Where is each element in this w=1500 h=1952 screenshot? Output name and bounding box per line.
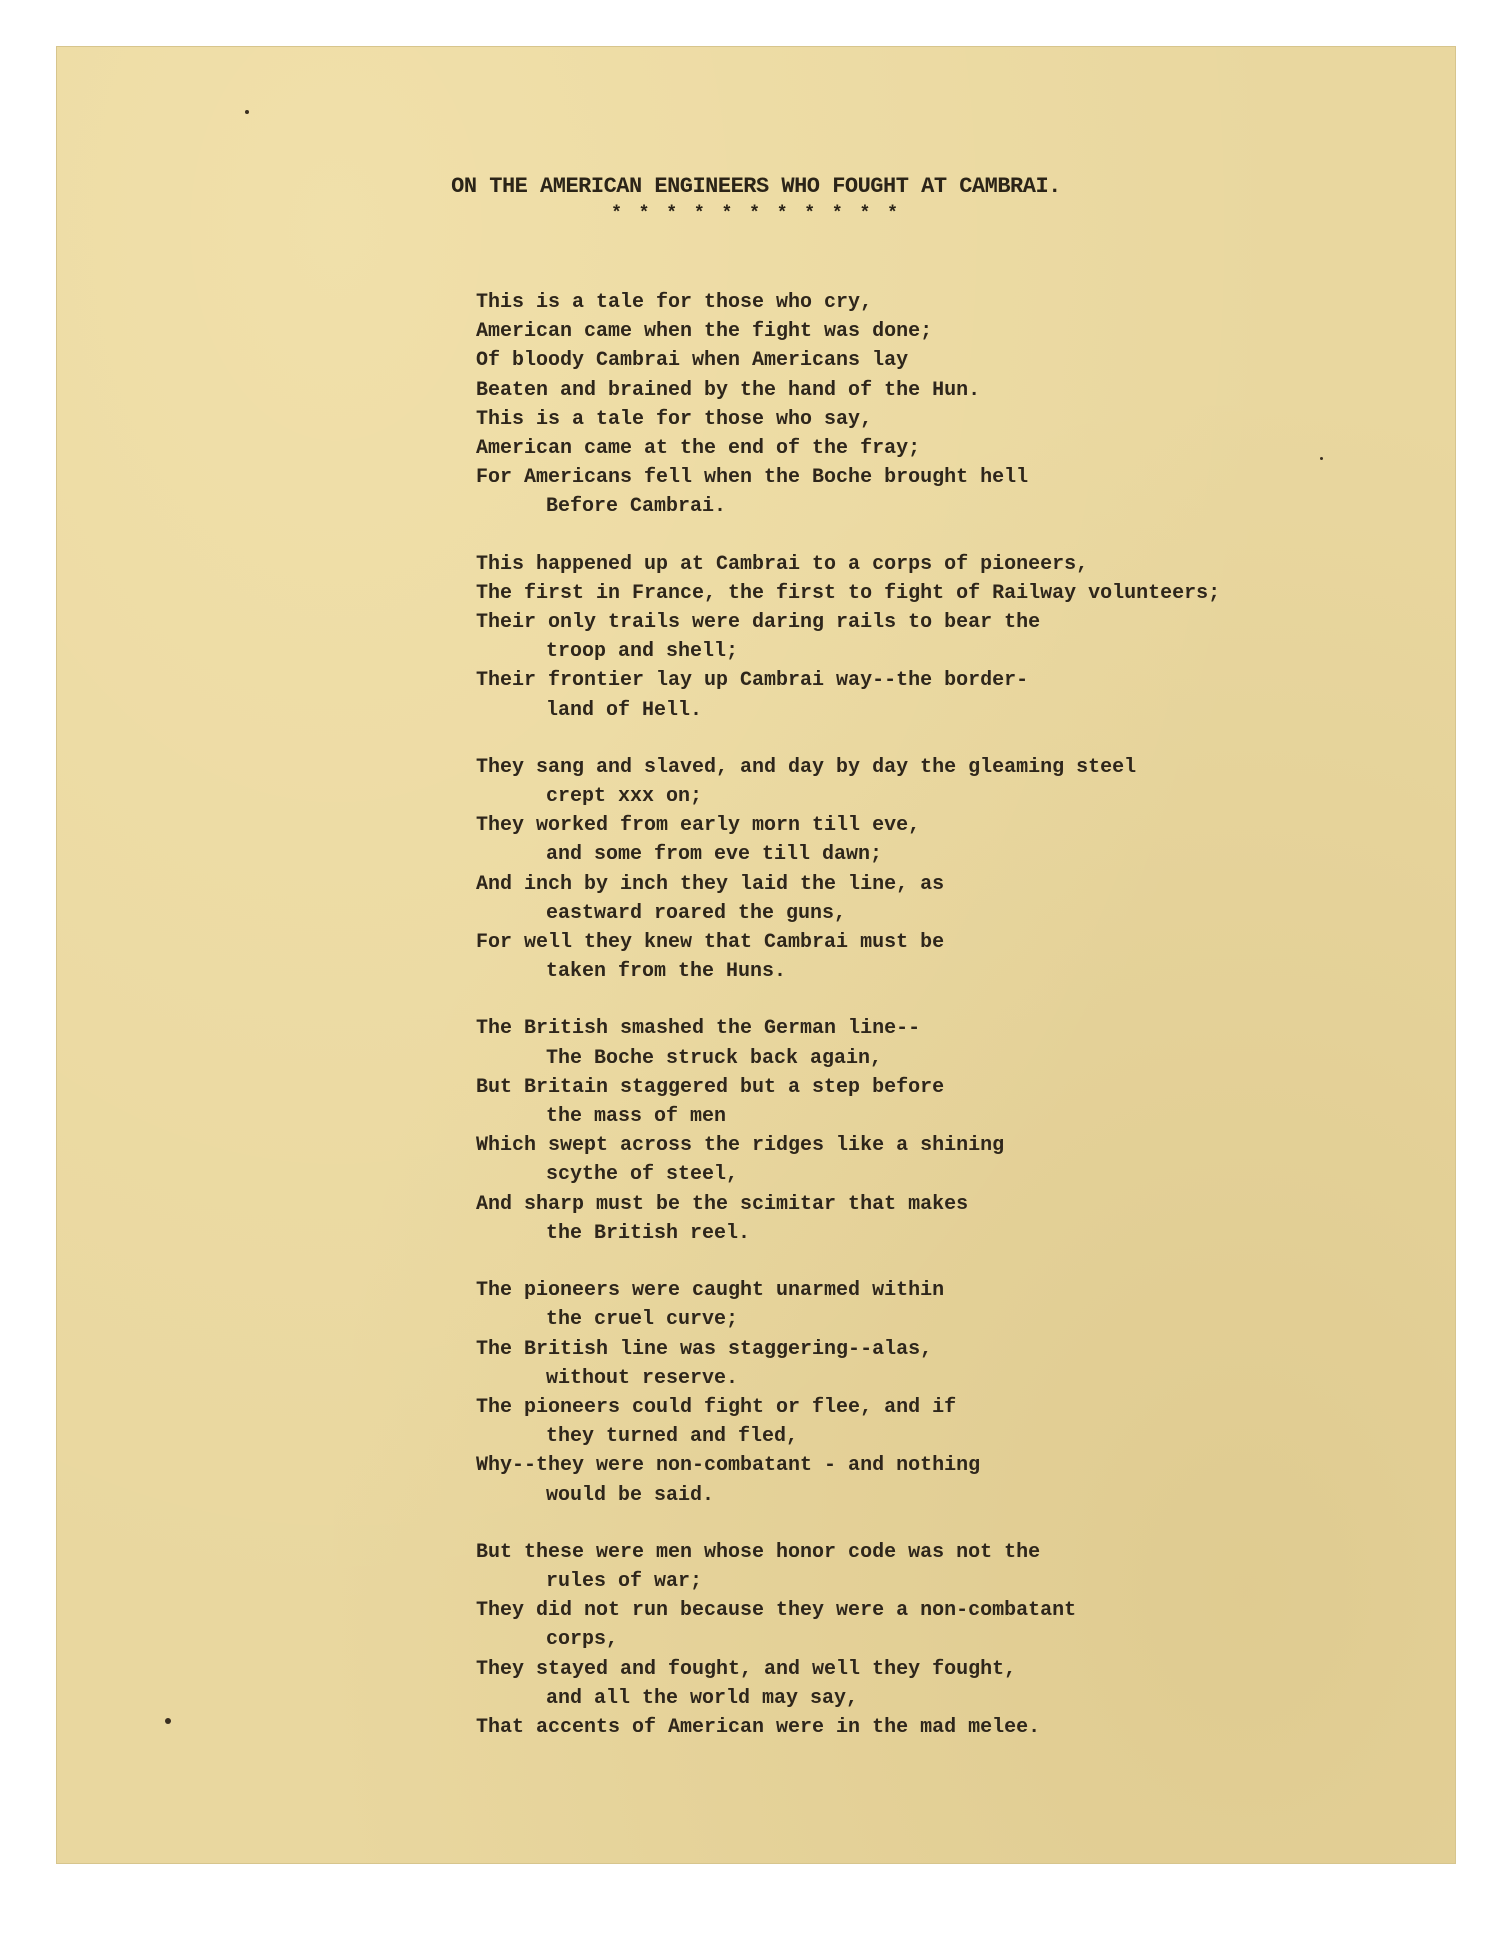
poem-line: Their only trails were daring rails to bear the [476, 611, 1041, 635]
poem-line: the mass of men [546, 1105, 727, 1129]
poem-line: American came when the fight was done; [476, 320, 933, 344]
poem-line: eastward roared the guns, [546, 901, 847, 925]
stanza [476, 1014, 1436, 1248]
stanza [476, 1276, 1436, 1510]
poem-line: And sharp must be the scimitar that makes [476, 1192, 969, 1216]
poem-line: Before Cambrai. [546, 495, 727, 519]
title-separator: * * * * * * * * * * * [611, 204, 901, 224]
paper-speck [245, 110, 249, 114]
poem-line: taken from the Huns. [546, 960, 787, 984]
paper-speck [1320, 457, 1323, 460]
poem-line: land of Hell. [546, 698, 703, 722]
poem-body [476, 288, 1436, 1770]
poem-line: Which swept across the ridges like a shining [476, 1134, 1005, 1158]
poem-line: This happened up at Cambrai to a corps of pioneers, [476, 552, 1089, 576]
poem-line: For well they knew that Cambrai must be [476, 931, 945, 955]
poem-line: For Americans fell when the Boche brought hell [476, 466, 1029, 490]
poem-line: The British line was staggering--alas, [476, 1337, 933, 1361]
poem-line: They worked from early morn till eve, [476, 814, 921, 838]
poem-line: Why--they were non-combatant - and nothing [476, 1454, 981, 1478]
poem-line: This is a tale for those who say, [476, 407, 873, 431]
poem-line: The first in France, the first to fight of Railway volunteers; [476, 581, 1221, 605]
poem-line: the British reel. [546, 1221, 751, 1245]
poem-line: American came at the end of the fray; [476, 437, 921, 461]
typed-page [56, 46, 1456, 1864]
poem-line: The Boche struck back again, [546, 1046, 883, 1070]
poem-line: they turned and fled, [546, 1425, 799, 1449]
poem-line: and all the world may say, [546, 1686, 859, 1710]
poem-line: But these were men whose honor code was not the [476, 1540, 1041, 1564]
poem-line: Their frontier lay up Cambrai way--the border- [476, 669, 1029, 693]
poem-line: That accents of American were in the mad melee. [476, 1715, 1041, 1739]
poem-line: corps, [546, 1628, 619, 1652]
poem-line: The pioneers could fight or flee, and if [476, 1395, 957, 1419]
poem-line: They did not run because they were a non-combatant [476, 1599, 1077, 1623]
poem-line: The British smashed the German line-- [476, 1017, 921, 1041]
stanza [476, 1538, 1436, 1742]
poem-line: Beaten and brained by the hand of the Hun. [476, 378, 981, 402]
poem-line: the cruel curve; [546, 1308, 739, 1332]
poem-line: crept xxx on; [546, 785, 703, 809]
paper-speck [165, 1718, 171, 1724]
poem-line: scythe of steel, [546, 1163, 739, 1187]
poem-title: ON THE AMERICAN ENGINEERS WHO FOUGHT AT CAMBRAI. [451, 174, 1061, 199]
poem-line: This is a tale for those who cry, [476, 291, 873, 314]
poem-line: They sang and slaved, and day by day the gleaming steel [476, 755, 1137, 779]
poem-line: But Britain staggered but a step before [476, 1075, 945, 1099]
poem-line: They stayed and fought, and well they fought, [476, 1657, 1017, 1681]
stanza [476, 288, 1436, 522]
poem-line: and some from eve till dawn; [546, 843, 883, 867]
stanza [476, 550, 1436, 725]
poem-line: And inch by inch they laid the line, as [476, 872, 945, 896]
poem-line: Of bloody Cambrai when Americans lay [476, 349, 909, 373]
poem-line: The pioneers were caught unarmed within [476, 1279, 945, 1303]
poem-line: would be said. [546, 1483, 715, 1507]
stanza [476, 753, 1436, 987]
poem-line: without reserve. [546, 1366, 739, 1390]
poem-line: rules of war; [546, 1569, 703, 1593]
poem-line: troop and shell; [546, 640, 739, 664]
